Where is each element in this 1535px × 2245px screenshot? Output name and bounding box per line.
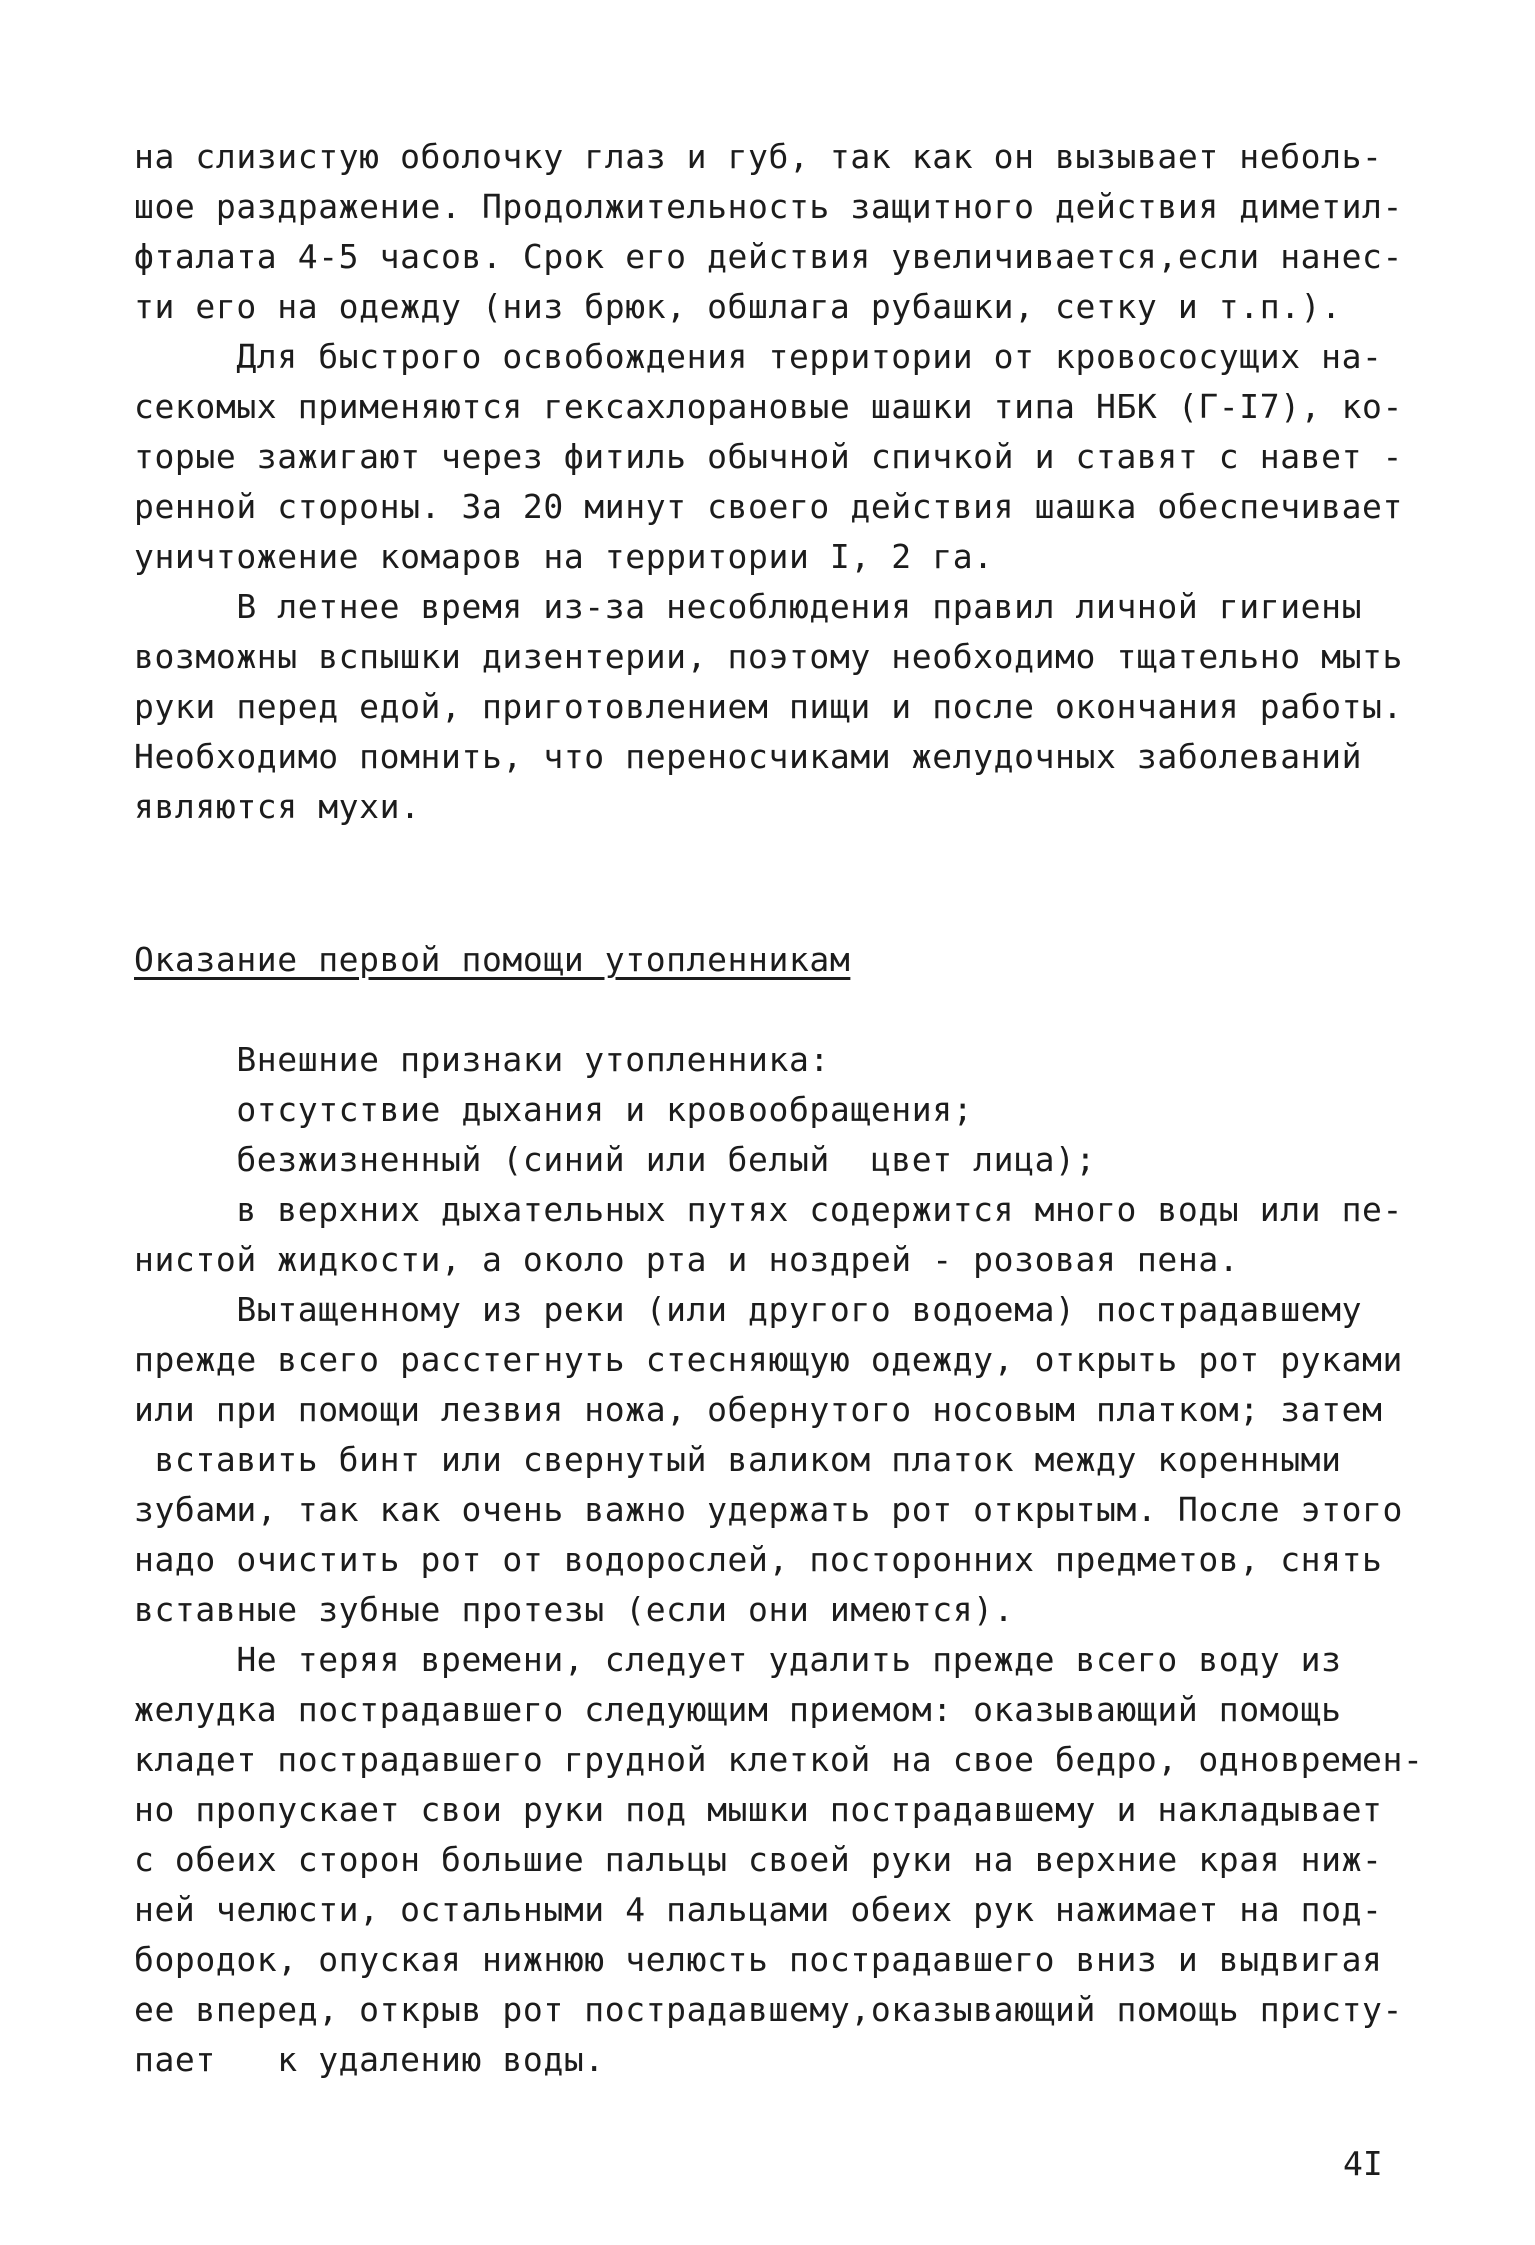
text-line: ренной стороны. За 20 минут своего действия шашка обеспечивает [134, 487, 1403, 526]
text-line: Для быстрого освобождения территории от кровососущих на- [134, 337, 1383, 376]
text-line: Вытащенному из реки (или другого водоема) пострадавшему [134, 1290, 1363, 1329]
text-line: бородок, опуская нижнюю челюсть пострадавшего вниз и выдвигая [134, 1940, 1383, 1979]
text-line: ти его на одежду (низ брюк, обшлага рубашки, сетку и т.п.). [134, 287, 1342, 326]
text-line: безжизненный (синий или белый цвет лица); [134, 1140, 1096, 1179]
text-line: секомых применяются гексахлорановые шашки типа НБК (Г-I7), ко- [134, 387, 1403, 426]
text-line: с обеих сторон большие пальцы своей руки на верхние края ниж- [134, 1840, 1383, 1879]
text-line: являются мухи. [134, 787, 421, 826]
text-line: ней челюсти, остальными 4 пальцами обеих рук нажимает на под- [134, 1890, 1383, 1929]
text-line: пает к удалению воды. [134, 2040, 605, 2079]
text-line: зубами, так как очень важно удержать рот открытым. После этого [134, 1490, 1403, 1529]
text-line: на слизистую оболочку глаз и губ, так как он вызывает неболь- [134, 137, 1383, 176]
text-line: фталата 4-5 часов. Срок его действия увеличивается,если нанес- [134, 237, 1403, 276]
text-line: вставить бинт или свернутый валиком платок между коренными [134, 1440, 1342, 1479]
text-line: ее вперед, открыв рот пострадавшему,оказывающий помощь присту- [134, 1990, 1403, 2029]
text-line: руки перед едой, приготовлением пищи и после окончания работы. [134, 687, 1403, 726]
text-line: надо очистить рот от водорослей, посторонних предметов, снять [134, 1540, 1383, 1579]
text-line: в верхних дыхательных путях содержится много воды или пе- [134, 1190, 1403, 1229]
text-line: но пропускает свои руки под мышки пострадавшему и накладывает [134, 1790, 1383, 1829]
text-line: прежде всего расстегнуть стесняющую одежду, открыть рот руками [134, 1340, 1403, 1379]
text-line: Внешние признаки утопленника: [134, 1040, 830, 1079]
text-line: В летнее время из-за несоблюдения правил личной гигиены [134, 587, 1363, 626]
text-line: торые зажигают через фитиль обычной спичкой и ставят с навет - [134, 437, 1403, 476]
text-line: уничтожение комаров на территории I, 2 га. [134, 537, 994, 576]
text-line: кладет пострадавшего грудной клеткой на свое бедро, одновремен- [134, 1740, 1424, 1779]
section-heading: Оказание первой помощи утопленникам [134, 940, 851, 979]
text-line: желудка пострадавшего следующим приемом: оказывающий помощь [134, 1690, 1342, 1729]
text-line: Не теряя времени, следует удалить прежде всего воду из [134, 1640, 1342, 1679]
text-line: Необходимо помнить, что переносчиками желудочных заболеваний [134, 737, 1363, 776]
text-line: или при помощи лезвия ножа, обернутого носовым платком; затем [134, 1390, 1383, 1429]
text-line: вставные зубные протезы (если они имеются). [134, 1590, 1015, 1629]
page-number: 4I [1343, 2144, 1383, 2183]
text-line: шое раздражение. Продолжительность защитного действия диметил- [134, 187, 1403, 226]
text-line: отсутствие дыхания и кровообращения; [134, 1090, 974, 1129]
text-line: возможны вспышки дизентерии, поэтому необходимо тщательно мыть [134, 637, 1403, 676]
text-line: нистой жидкости, а около рта и ноздрей - розовая пена. [134, 1240, 1240, 1279]
